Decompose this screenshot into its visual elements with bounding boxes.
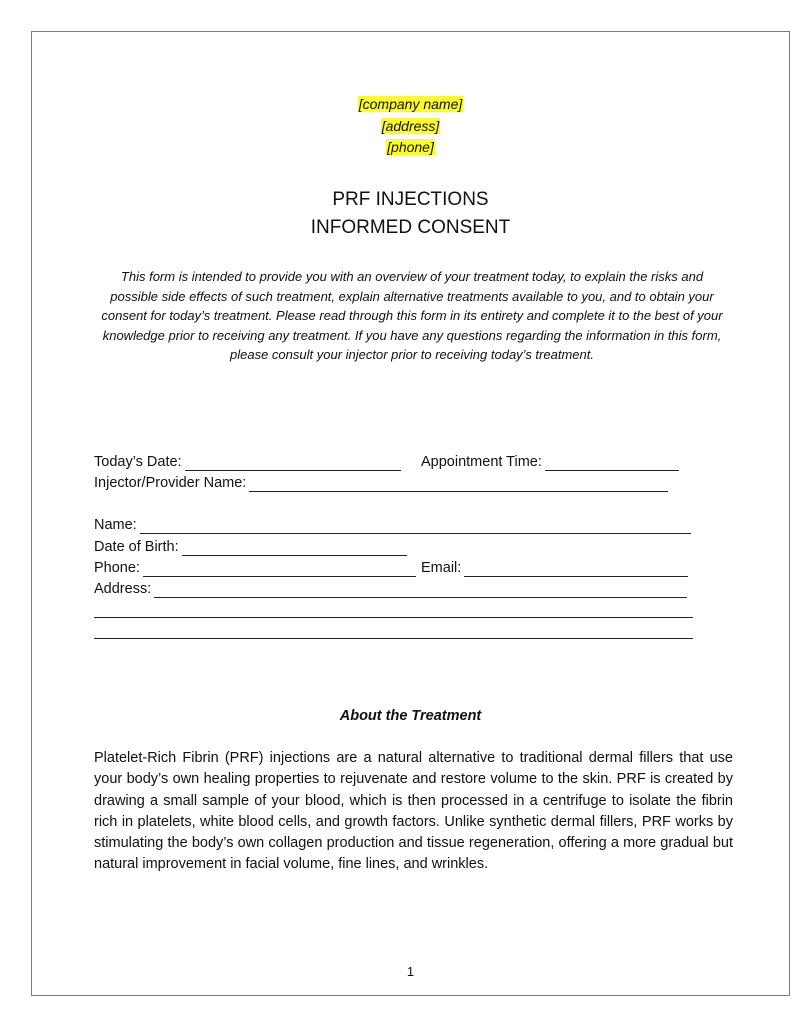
address-line-1[interactable]: [154, 583, 687, 598]
intro-paragraph: This form is intended to provide you with an overview of your treatment today, to explain the risks and possible side effects of such treatment, explain alternative treatments available to you, and to obtain your consent for today’s treatment. Please read through this form in its entirety and complete it to the best of your knowledge prior to receiving any treatment. If you have any questions regarding the information in this form, please consult your injector prior to receiving today’s treatment.: [101, 269, 723, 363]
name-line[interactable]: [140, 519, 691, 534]
address-placeholder: [address]: [381, 118, 440, 134]
injector-name-label: Injector/Provider Name:: [94, 475, 247, 491]
title-line-2: INFORMED CONSENT: [310, 217, 511, 238]
title-line-1: PRF INJECTIONS: [332, 189, 489, 210]
dob-line[interactable]: [182, 541, 407, 556]
address-field[interactable]: [94, 580, 687, 598]
injector-name-line[interactable]: [249, 477, 668, 492]
todays-date-field[interactable]: [94, 453, 401, 471]
email-line[interactable]: [464, 562, 688, 577]
todays-date-line[interactable]: [185, 456, 401, 471]
name-label: Name:: [94, 517, 137, 533]
email-label: Email:: [421, 560, 462, 576]
phone-field[interactable]: [94, 559, 416, 577]
section-heading: About the Treatment: [339, 708, 482, 724]
phone-label: Phone:: [94, 560, 140, 576]
company-name-placeholder: [company name]: [358, 96, 463, 112]
appointment-time-label: Appointment Time:: [421, 454, 542, 470]
phone-placeholder: [phone]: [387, 139, 434, 155]
todays-date-label: Today’s Date:: [94, 454, 182, 470]
phone-line[interactable]: [143, 562, 416, 577]
appointment-time-line[interactable]: [545, 456, 679, 471]
name-field[interactable]: [94, 516, 691, 534]
dob-label: Date of Birth:: [94, 539, 179, 555]
address-line-2[interactable]: [94, 617, 693, 618]
treatment-paragraph: Platelet-Rich Fibrin (PRF) injections are a natural alternative to traditional dermal fillers that use your body’s own healing properties to rejuvenate and restore volume to the skin. PRF is created by drawing a small sample of your blood, which is then processed in a centrifuge to isolate the fibrin rich in platelets, white blood cells, and growth factors. Unlike synthetic dermal fillers, PRF works by stimulating the body’s own collagen production and tissue regeneration, offering a more gradual but natural improvement in facial volume, fine lines, and wrinkles.: [94, 750, 733, 873]
page-number: 1: [406, 964, 415, 979]
injector-name-field[interactable]: [94, 474, 668, 492]
email-field[interactable]: [421, 559, 688, 577]
address-line-3[interactable]: [94, 638, 693, 639]
dob-field[interactable]: [94, 538, 407, 556]
appointment-time-field[interactable]: [421, 453, 679, 471]
document-page: [31, 31, 790, 996]
address-label: Address:: [94, 581, 152, 597]
